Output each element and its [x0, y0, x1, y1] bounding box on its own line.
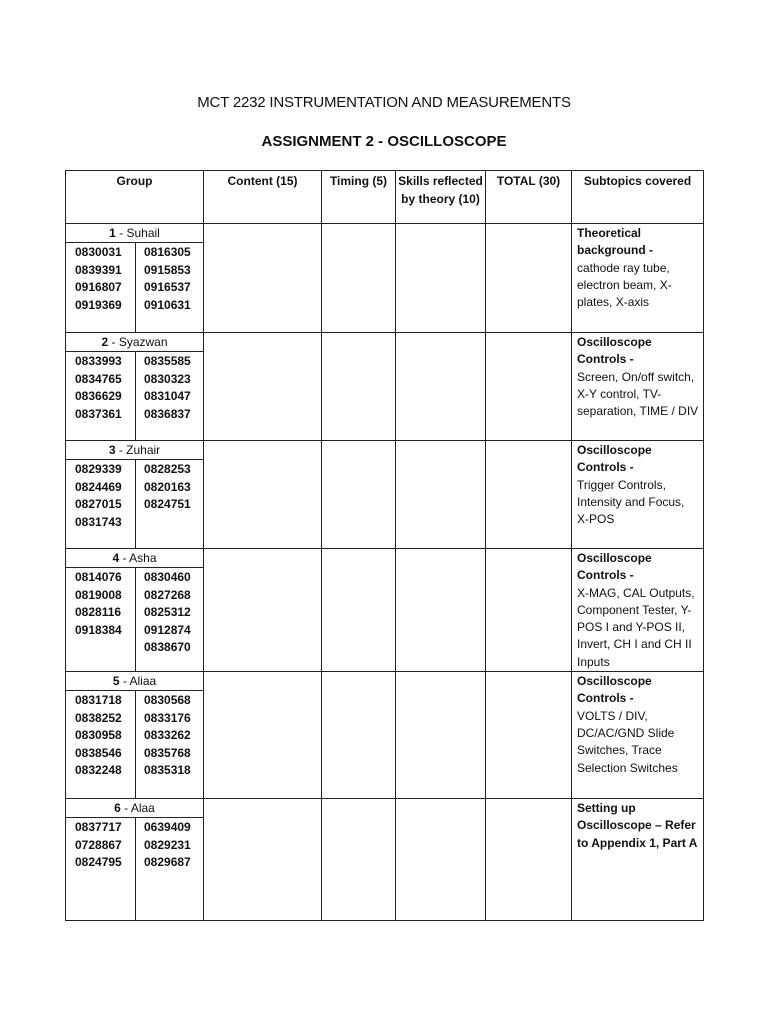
group-name — [66, 799, 203, 818]
group-members — [66, 691, 203, 798]
group-number: 4 — [112, 551, 120, 565]
group-number: 1 — [109, 226, 116, 240]
student-id: 0830958 — [75, 728, 122, 743]
student-id: 0814076 — [75, 570, 122, 584]
skills-score-cell — [396, 333, 486, 441]
group-leader: - Alaa — [120, 801, 155, 816]
student-id: 0831047 — [144, 389, 191, 403]
student-id: 0912874 — [144, 622, 191, 637]
student-id: 0728867 — [75, 837, 122, 852]
student-id: 0836629 — [75, 389, 122, 403]
group-leader: - Suhail — [115, 226, 160, 240]
group-leader: - Aliaa — [119, 674, 157, 689]
student-id: 0833993 — [75, 354, 122, 368]
student-id: 0819008 — [75, 587, 122, 602]
group-members — [66, 352, 203, 440]
document-subtitle: ASSIGNMENT 2 - OSCILLOSCOPE — [261, 133, 507, 150]
header-total: TOTAL (30) — [486, 171, 572, 224]
student-id: 0820163 — [144, 479, 191, 494]
subtopic-text: X-MAG, CAL Outputs, Component Tester, Y-POS I and Y-POS II, Invert, CH I and CH II Inputs — [577, 585, 695, 669]
group-name — [66, 441, 203, 460]
member-ids-left — [66, 818, 136, 920]
group-number: 3 — [108, 443, 116, 457]
skills-score-cell — [396, 441, 486, 549]
total-score-cell — [486, 441, 572, 549]
subtopic-heading: Oscilloscope Controls - — [577, 443, 652, 475]
student-id: 0919369 — [75, 297, 122, 312]
member-ids-right — [136, 691, 203, 798]
document-title: MCT 2232 INSTRUMENTATION AND MEASUREMENTS — [197, 94, 571, 111]
member-ids-left — [66, 460, 136, 548]
group-row — [66, 224, 704, 333]
student-id: 0816305 — [144, 245, 191, 259]
content-score-cell — [204, 799, 322, 921]
student-id: 0829687 — [144, 855, 191, 870]
student-id: 0828253 — [144, 462, 191, 476]
content-score-cell — [204, 224, 322, 333]
group-members — [66, 460, 203, 548]
subtopics-cell — [572, 672, 704, 799]
timing-score-cell — [322, 549, 396, 672]
content-score-cell — [204, 441, 322, 549]
total-score-cell — [486, 333, 572, 441]
subtopic-heading: Oscilloscope Controls - — [577, 551, 652, 583]
student-id: 0833262 — [144, 728, 191, 743]
subtopic-heading: Setting up Oscilloscope – Refer to Appendix 1, Part A — [577, 801, 698, 850]
student-id: 0838670 — [144, 640, 191, 654]
group-row — [66, 333, 704, 441]
student-id: 0916807 — [75, 280, 122, 294]
total-score-cell — [486, 549, 572, 672]
group-rows — [66, 224, 704, 921]
group-number: 6 — [114, 801, 121, 816]
subtopic-text: Trigger Controls, Intensity and Focus, X-POS — [577, 477, 685, 527]
student-id: 0916537 — [144, 280, 191, 294]
header-group: Group — [66, 171, 204, 224]
total-score-cell — [486, 672, 572, 799]
student-id: 0831743 — [75, 514, 122, 529]
student-id: 0838252 — [75, 710, 122, 725]
header-timing: Timing (5) — [322, 171, 396, 224]
subtopics-cell — [572, 799, 704, 921]
student-id: 0830568 — [144, 693, 191, 708]
subtopic-text: VOLTS / DIV, DC/AC/GND Slide Switches, Trace Selection Switches — [577, 708, 678, 775]
header-row — [66, 171, 704, 224]
group-name — [66, 549, 203, 568]
skills-score-cell — [396, 672, 486, 799]
content-score-cell — [204, 672, 322, 799]
member-ids-left — [66, 568, 136, 671]
subtopic-heading: Oscilloscope Controls - — [577, 674, 652, 706]
student-id: 0830031 — [75, 245, 122, 259]
student-id: 0829339 — [75, 462, 122, 476]
group-cell — [66, 333, 204, 441]
student-id: 0833176 — [144, 710, 191, 725]
student-id: 0831718 — [75, 693, 122, 708]
assignment-table — [65, 170, 704, 921]
student-id: 0837717 — [75, 820, 122, 835]
student-id: 0830323 — [144, 371, 191, 386]
group-cell — [66, 224, 204, 333]
total-score-cell — [486, 799, 572, 921]
student-id: 0915853 — [144, 262, 191, 277]
member-ids-right — [136, 352, 203, 440]
group-name — [66, 333, 203, 352]
student-id: 0835318 — [144, 763, 191, 778]
member-ids-left — [66, 352, 136, 440]
subtopics-cell — [572, 549, 704, 672]
student-id: 0835768 — [144, 745, 191, 760]
group-number: 5 — [112, 674, 120, 689]
content-score-cell — [204, 549, 322, 672]
student-id: 0835585 — [144, 354, 191, 368]
timing-score-cell — [322, 224, 396, 333]
group-cell — [66, 672, 204, 799]
content-score-cell — [204, 333, 322, 441]
member-ids-right — [136, 568, 203, 671]
group-row — [66, 441, 704, 549]
group-leader: - Syazwan — [108, 335, 168, 349]
student-id: 0838546 — [75, 745, 122, 760]
student-id: 0837361 — [75, 406, 122, 421]
group-leader: - Asha — [119, 551, 157, 565]
timing-score-cell — [322, 672, 396, 799]
group-members — [66, 568, 203, 671]
member-ids-left — [66, 243, 136, 332]
student-id: 0824469 — [75, 479, 122, 494]
skills-score-cell — [396, 549, 486, 672]
group-row — [66, 672, 704, 799]
timing-score-cell — [322, 441, 396, 549]
subtopics-cell — [572, 224, 704, 333]
subtopic-text: Screen, On/off switch, X-Y control, TV-separation, TIME / DIV — [577, 369, 699, 419]
header-content: Content (15) — [204, 171, 322, 224]
subtopics-cell — [572, 333, 704, 441]
subtopic-heading: Oscilloscope Controls - — [577, 335, 652, 367]
group-cell — [66, 441, 204, 549]
student-id: 0832248 — [75, 763, 122, 778]
student-id: 0639409 — [144, 820, 191, 835]
timing-score-cell — [322, 799, 396, 921]
group-name — [66, 672, 203, 691]
timing-score-cell — [322, 333, 396, 441]
header-skills: Skills reflected by theory (10) — [396, 171, 486, 224]
student-id: 0824751 — [144, 497, 191, 511]
skills-score-cell — [396, 224, 486, 333]
student-id: 0834765 — [75, 371, 122, 386]
group-row — [66, 549, 704, 672]
total-score-cell — [486, 224, 572, 333]
member-ids-left — [66, 691, 136, 798]
student-id: 0825312 — [144, 605, 191, 619]
student-id: 0827268 — [144, 587, 191, 602]
member-ids-right — [136, 243, 203, 332]
student-id: 0827015 — [75, 497, 122, 511]
group-cell — [66, 549, 204, 672]
group-name — [66, 224, 203, 243]
student-id: 0836837 — [144, 406, 191, 421]
student-id: 0839391 — [75, 262, 122, 277]
student-id: 0828116 — [75, 605, 122, 619]
header-subtopics: Subtopics covered — [572, 171, 704, 224]
group-members — [66, 243, 203, 332]
subtopics-cell — [572, 441, 704, 549]
student-id: 0918384 — [75, 622, 122, 637]
student-id: 0824795 — [75, 855, 122, 870]
member-ids-right — [136, 460, 203, 548]
group-row — [66, 799, 704, 921]
student-id: 0910631 — [144, 297, 191, 312]
subtopic-text: cathode ray tube, electron beam, X-plates, X-axis — [577, 260, 672, 310]
student-id: 0829231 — [144, 837, 191, 852]
subtopic-heading: Theoretical background - — [577, 226, 654, 258]
member-ids-right — [136, 818, 203, 920]
group-cell — [66, 799, 204, 921]
skills-score-cell — [396, 799, 486, 921]
student-id: 0830460 — [144, 570, 191, 584]
group-members — [66, 818, 203, 920]
group-number: 2 — [101, 335, 109, 349]
group-leader: - Zuhair — [115, 443, 161, 457]
